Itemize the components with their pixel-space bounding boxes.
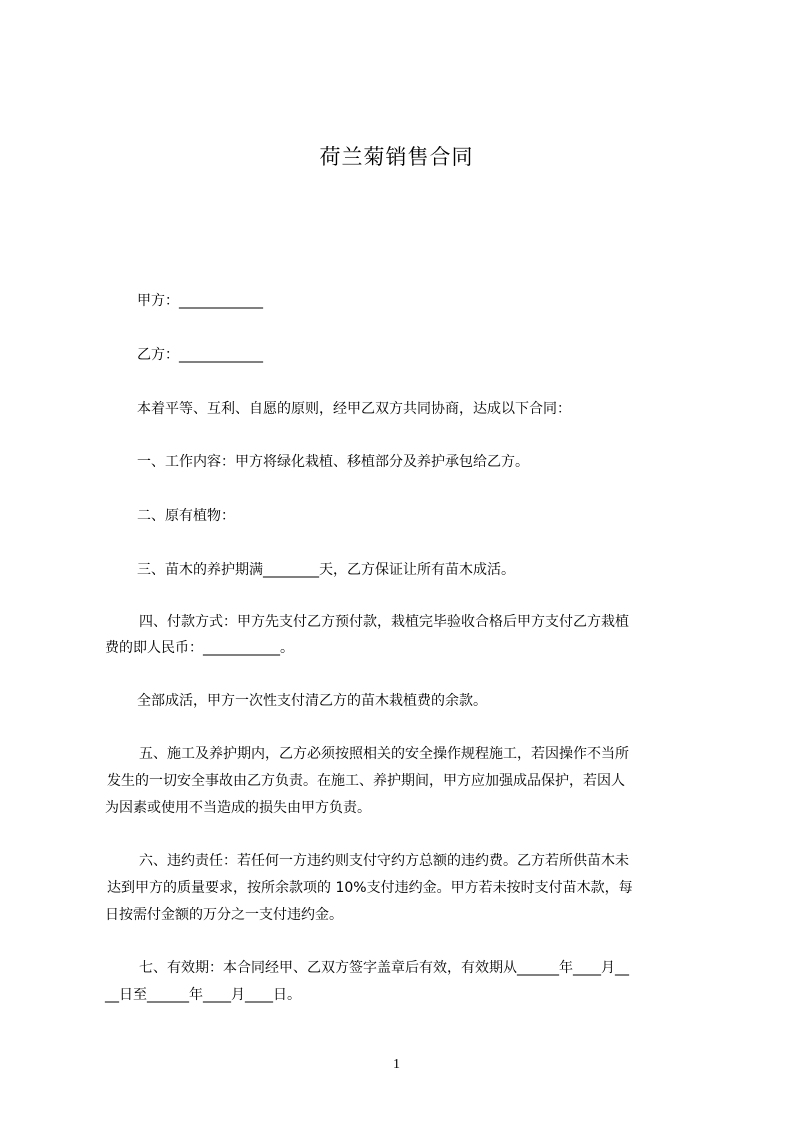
- clause-4-line-2: 费的即人民币：___________。: [105, 640, 294, 656]
- clause-6-line-1: 六、违约责任：若任何一方违约则支付守约方总额的违约费。乙方若所供苗木未: [139, 853, 629, 869]
- party-a-line: 甲方：____________: [137, 293, 263, 309]
- clause-2: 二、原有植物：: [137, 508, 235, 524]
- page-number: 1: [393, 1057, 400, 1072]
- clause-5-line-1: 五、施工及养护期内，乙方必须按照相关的安全操作规程施工，若因操作不当所: [139, 746, 629, 762]
- clause-4-continuation: 全部成活，甲方一次性支付清乙方的苗木栽植费的余款。: [137, 693, 487, 709]
- clause-7-line-1: 七、有效期：本合同经甲、乙双方签字盖章后有效，有效期从______年____月__: [139, 960, 629, 976]
- contract-title: 荷兰菊销售合同: [319, 145, 474, 169]
- clause-6-line-2: 达到甲方的质量要求，按所余款项的 10%支付违约金。甲方若未按时支付苗木款，每: [107, 880, 633, 896]
- clause-5-line-2: 发生的一切安全事故由乙方负责。在施工、养护期间，甲方应加强成品保护，若因人: [107, 773, 625, 789]
- party-b-line: 乙方：____________: [137, 347, 263, 363]
- intro-paragraph: 本着平等、互利、自愿的原则，经甲乙双方共同协商，达成以下合同：: [137, 401, 571, 417]
- clause-6-line-3: 日按需付金额的万分之一支付违约金。: [105, 907, 343, 923]
- clause-3: 三、苗木的养护期满________天，乙方保证让所有苗木成活。: [137, 562, 515, 578]
- clause-4-line-1: 四、付款方式：甲方先支付乙方预付款，栽植完毕验收合格后甲方支付乙方栽植: [139, 614, 629, 630]
- clause-1: 一、工作内容：甲方将绿化栽植、移植部分及养护承包给乙方。: [137, 454, 529, 470]
- clause-7-line-2: __日至______年____月____日。: [105, 987, 301, 1003]
- clause-5-line-3: 为因素或使用不当造成的损失由甲方负责。: [105, 800, 371, 816]
